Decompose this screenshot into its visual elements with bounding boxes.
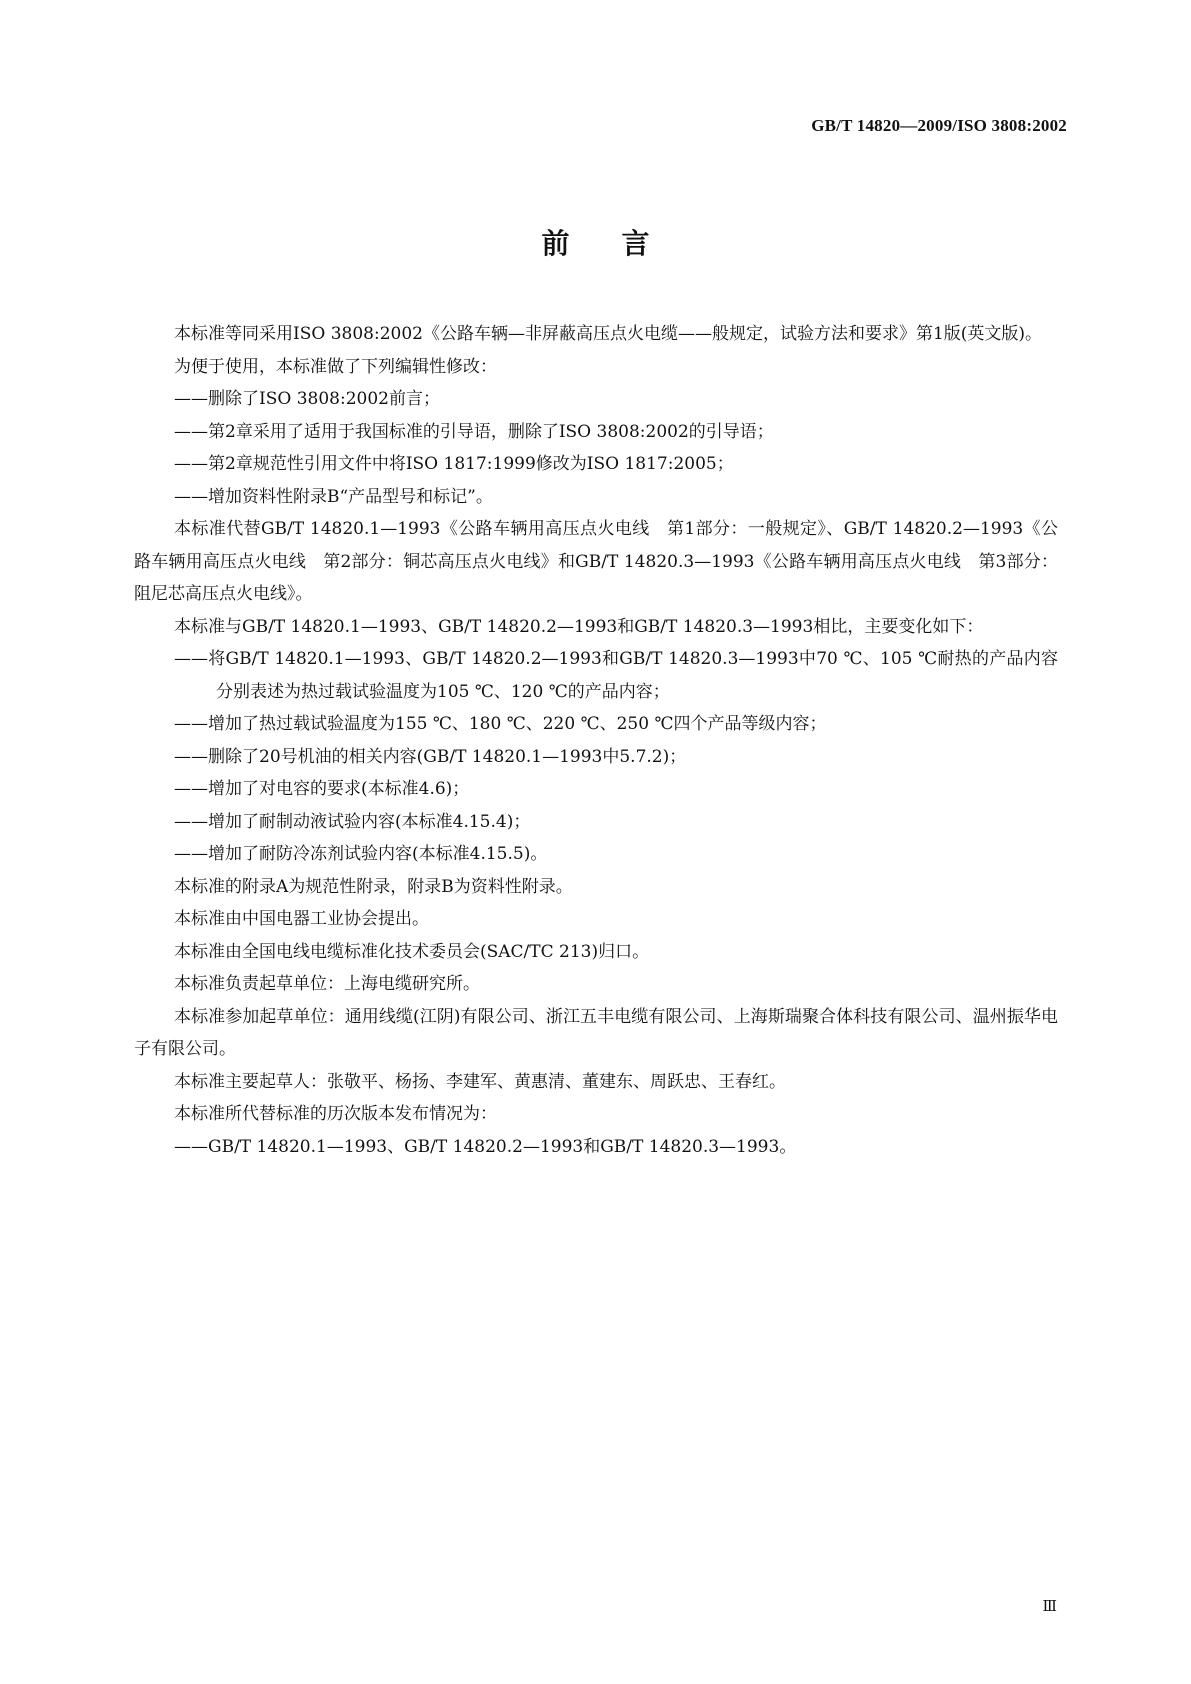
list-item-change-6: ——增加了耐防冷冻剂试验内容(本标准4.15.5)。 <box>174 844 548 864</box>
list-item-change-5: ——增加了耐制动液试验内容(本标准4.15.4)； <box>174 811 531 832</box>
paragraph-editorial-intro: 为便于使用，本标准做了下列编辑性修改： <box>174 356 497 377</box>
paragraph-annexes: 本标准的附录A为规范性附录，附录B为资料性附录。 <box>174 876 573 897</box>
paragraph-drafters: 本标准主要起草人：张敬平、杨扬、李建军、黄惠清、董建东、周跃忠、王春红。 <box>174 1071 786 1092</box>
foreword-body <box>134 318 1058 1163</box>
page-title: 前言 <box>541 227 702 260</box>
paragraph-changes-intro: 本标准与GB/T 14820.1—1993、GB/T 14820.2—1993和GB/T 14820.3—1993相比，主要变化如下： <box>174 616 984 637</box>
paragraph-participants: 本标准参加起草单位：通用线缆(江阴)有限公司、浙江五丰电缆有限公司、上海斯瑞聚合体科技有限公司、温州振华电子有限公司。 <box>134 1006 1058 1059</box>
list-item-editorial-3: ——第2章规范性引用文件中将ISO 1817:1999修改为ISO 1817:2005； <box>174 454 734 474</box>
list-item-editorial-4: ——增加资料性附录B“产品型号和标记”。 <box>174 486 493 507</box>
list-item-change-3: ——删除了20号机油的相关内容(GB/T 14820.1—1993中5.7.2)； <box>174 746 687 767</box>
paragraph-history-intro: 本标准所代替标准的历次版本发布情况为： <box>174 1104 497 1124</box>
list-item-change-4: ——增加了对电容的要求(本标准4.6)； <box>174 779 470 799</box>
page-number: Ⅲ <box>1042 1597 1057 1615</box>
paragraph-replaces: 本标准代替GB/T 14820.1—1993《公路车辆用高压点火电线 第1部分：一般规定》、GB/T 14820.2—1993《公路车辆用高压点火电线 第2部分：铜芯高压点火电线》和GB/T 14820.3—1993《公路车辆用高压点火电线 第3部分：阻尼芯高压点火电线》。 <box>134 519 1058 604</box>
list-item-change-1: ——将GB/T 14820.1—1993、GB/T 14820.2—1993和GB/T 14820.3—1993中70 ℃、105 ℃耐热的产品内容分别表述为热过载试验温度为105 ℃、120 ℃的产品内容； <box>174 649 1058 702</box>
list-item-editorial-2: ——第2章采用了适用于我国标准的引导语，删除了ISO 3808:2002的引导语； <box>174 421 774 442</box>
list-item-history: ——GB/T 14820.1—1993、GB/T 14820.2—1993和GB/T 14820.3—1993。 <box>174 1136 797 1157</box>
paragraph-lead-drafter: 本标准负责起草单位：上海电缆研究所。 <box>174 974 480 994</box>
standard-number-header: GB/T 14820—2009/ISO 3808:2002 <box>811 116 1067 135</box>
paragraph-adoption: 本标准等同采用ISO 3808:2002《公路车辆—非屏蔽高压点火电缆——般规定，试验方法和要求》第1版(英文版)。 <box>174 324 1043 344</box>
paragraph-committee: 本标准由全国电线电缆标准化技术委员会(SAC/TC 213)归口。 <box>174 941 650 962</box>
paragraph-proposer: 本标准由中国电器工业协会提出。 <box>174 909 429 929</box>
list-item-change-2: ——增加了热过载试验温度为155 ℃、180 ℃、220 ℃、250 ℃四个产品等级内容； <box>174 714 827 734</box>
list-item-editorial-1: ——删除了ISO 3808:2002前言； <box>174 389 440 409</box>
